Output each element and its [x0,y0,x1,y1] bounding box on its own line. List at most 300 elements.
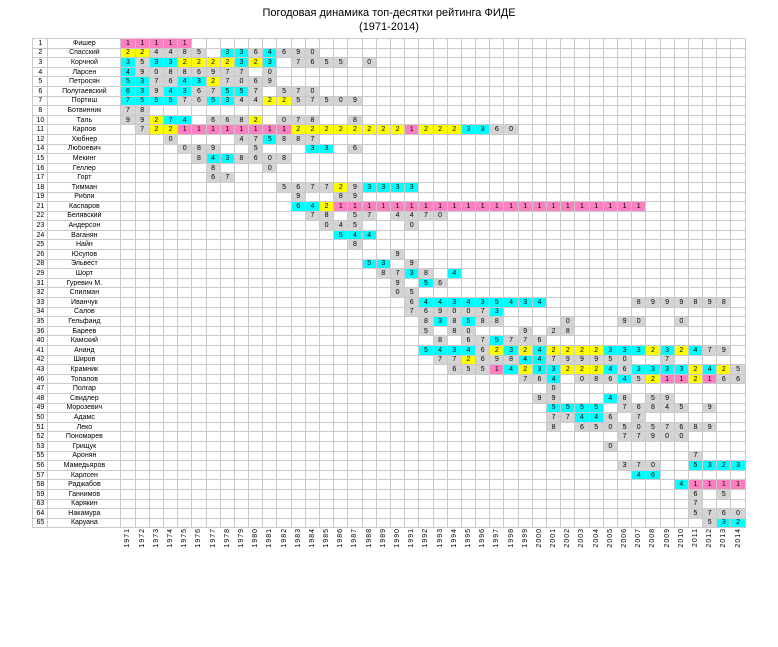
heatmap-cell [575,441,589,451]
heatmap-cell [178,326,192,336]
heatmap-cell: 4 [703,365,717,375]
year-tick-label: 1992 [422,528,430,548]
year-tick-label: 1974 [167,528,175,548]
heatmap-cell [447,374,461,384]
heatmap-cell [277,326,291,336]
heatmap-cell [305,288,319,298]
heatmap-cell [390,393,404,403]
heatmap-cell [249,499,263,509]
heatmap-cell [320,393,334,403]
heatmap-cell [405,67,419,77]
heatmap-cell: 2 [646,374,660,384]
heatmap-cell [334,374,348,384]
heatmap-cell [362,144,376,154]
heatmap-cell: 4 [660,403,674,413]
heatmap-cell [490,403,504,413]
row-rank: 5 [33,77,48,87]
heatmap-cell: 2 [305,125,319,135]
heatmap-cell [192,163,206,173]
heatmap-cell [603,288,617,298]
heatmap-cell [277,365,291,375]
heatmap-cell: 0 [575,374,589,384]
heatmap-cell [433,96,447,106]
heatmap-cell [149,461,163,471]
heatmap-cell [603,173,617,183]
heatmap-cell [277,39,291,49]
heatmap-cell [518,384,532,394]
heatmap-cell: 0 [263,163,277,173]
row-rank: 43 [33,365,48,375]
heatmap-cell [603,499,617,509]
heatmap-cell [206,317,220,327]
heatmap-cell: 4 [419,298,433,308]
heatmap-cell [206,202,220,212]
heatmap-cell [532,269,546,279]
heatmap-cell [504,163,518,173]
heatmap-cell [688,432,702,442]
heatmap-cell [390,39,404,49]
heatmap-cell [234,192,248,202]
heatmap-cell [660,384,674,394]
heatmap-cell [731,163,745,173]
heatmap-cell [532,499,546,509]
heatmap-cell [206,278,220,288]
heatmap-cell [731,307,745,317]
heatmap-cell [320,250,334,260]
heatmap-cell: 8 [419,317,433,327]
heatmap-cell: 2 [149,125,163,135]
heatmap-cell [320,470,334,480]
heatmap-cell [291,317,305,327]
heatmap-cell [688,441,702,451]
heatmap-cell [547,269,561,279]
heatmap-cell [277,317,291,327]
table-row [33,269,745,279]
heatmap-cell: 6 [348,144,362,154]
heatmap-cell [149,393,163,403]
heatmap-cell [504,326,518,336]
heatmap-cell [149,499,163,509]
heatmap-cell [632,269,646,279]
heatmap-cell [660,77,674,87]
heatmap-cell [348,336,362,346]
title-line-2: (1971-2014) [359,21,419,33]
heatmap-cell [532,106,546,116]
heatmap-cell [263,192,277,202]
heatmap-cell [234,240,248,250]
heatmap-cell [206,499,220,509]
heatmap-cell [178,403,192,413]
heatmap-cell [447,211,461,221]
heatmap-cell: 1 [461,202,475,212]
heatmap-cell [220,192,234,202]
heatmap-cell [305,230,319,240]
heatmap-cell [731,192,745,202]
heatmap-cell [348,441,362,451]
heatmap-cell [362,154,376,164]
heatmap-cell: 4 [632,470,646,480]
heatmap-cell [476,144,490,154]
heatmap-cell [135,365,149,375]
heatmap-cell [547,451,561,461]
heatmap-cell [121,144,135,154]
heatmap-cell: 4 [362,230,376,240]
heatmap-cell [362,250,376,260]
heatmap-cell [731,230,745,240]
heatmap-cell: 3 [632,365,646,375]
heatmap-cell: 8 [135,106,149,116]
heatmap-cell [660,240,674,250]
heatmap-cell [688,144,702,154]
heatmap-cell [461,250,475,260]
heatmap-cell: 5 [149,96,163,106]
heatmap-cell [206,182,220,192]
heatmap-cell [589,432,603,442]
heatmap-cell [504,144,518,154]
heatmap-cell [674,125,688,135]
heatmap-cell [476,441,490,451]
heatmap-cell: 7 [660,422,674,432]
heatmap-cell [674,106,688,116]
heatmap-cell: 2 [717,461,731,471]
heatmap-cell [163,355,177,365]
heatmap-cell [731,182,745,192]
heatmap-cell [220,489,234,499]
heatmap-cell: 6 [206,115,220,125]
heatmap-cell [362,518,376,528]
row-rank: 22 [33,211,48,221]
heatmap-cell: 5 [632,374,646,384]
heatmap-cell [249,489,263,499]
heatmap-cell: 1 [249,125,263,135]
heatmap-cell [532,480,546,490]
heatmap-cell [149,422,163,432]
heatmap-cell [405,48,419,58]
heatmap-cell: 7 [163,115,177,125]
heatmap-cell [419,470,433,480]
heatmap-cell [674,336,688,346]
heatmap-cell [561,480,575,490]
heatmap-cell [263,355,277,365]
heatmap-cell [731,336,745,346]
heatmap-cell: 9 [263,77,277,87]
heatmap-cell [277,480,291,490]
heatmap-cell: 0 [433,211,447,221]
heatmap-cell [277,77,291,87]
heatmap-cell: 7 [149,77,163,87]
heatmap-cell [135,240,149,250]
heatmap-cell [320,432,334,442]
heatmap-cell [121,326,135,336]
heatmap-cell [348,67,362,77]
heatmap-cell [703,192,717,202]
heatmap-cell [731,144,745,154]
heatmap-cell [163,451,177,461]
heatmap-cell [390,96,404,106]
row-player-name: Фишер [48,39,121,49]
heatmap-cell [334,346,348,356]
heatmap-cell [646,115,660,125]
heatmap-cell: 1 [603,202,617,212]
heatmap-cell [348,163,362,173]
heatmap-cell [561,192,575,202]
heatmap-cell: 1 [149,39,163,49]
heatmap-cell [249,384,263,394]
heatmap-cell [263,422,277,432]
heatmap-cell [603,269,617,279]
heatmap-cell [547,480,561,490]
heatmap-cell [362,336,376,346]
heatmap-cell [504,384,518,394]
heatmap-cell: 1 [362,202,376,212]
heatmap-cell [632,259,646,269]
heatmap-cell [334,154,348,164]
heatmap-cell [320,115,334,125]
row-player-name: Белявский [48,211,121,221]
heatmap-cell: 7 [660,355,674,365]
heatmap-cell: 9 [135,67,149,77]
heatmap-cell [419,403,433,413]
heatmap-cell: 4 [461,346,475,356]
heatmap-cell [646,489,660,499]
heatmap-cell [163,346,177,356]
heatmap-cell: 4 [405,211,419,221]
table-row [33,288,745,298]
heatmap-cell [703,259,717,269]
heatmap-cell [334,509,348,519]
heatmap-cell [433,403,447,413]
heatmap-cell [461,422,475,432]
heatmap-cell [192,326,206,336]
heatmap-cell [405,355,419,365]
heatmap-cell [660,441,674,451]
row-rank: 56 [33,461,48,471]
heatmap-cell [688,202,702,212]
heatmap-cell [476,134,490,144]
heatmap-cell [206,269,220,279]
heatmap-cell [504,173,518,183]
heatmap-cell [447,250,461,260]
heatmap-cell [348,259,362,269]
heatmap-cell [547,432,561,442]
heatmap-cell [334,326,348,336]
heatmap-cell [461,115,475,125]
year-tick-label: 1978 [223,528,231,548]
heatmap-cell [277,144,291,154]
heatmap-cell: 4 [163,48,177,58]
heatmap-cell [703,250,717,260]
heatmap-cell [135,441,149,451]
heatmap-cell [461,58,475,68]
heatmap-cell [135,182,149,192]
heatmap-cell [504,441,518,451]
heatmap-cell [703,39,717,49]
heatmap-cell [348,422,362,432]
year-tick-label: 1997 [493,528,501,548]
heatmap-cell [660,509,674,519]
heatmap-cell [532,461,546,471]
heatmap-cell [433,58,447,68]
heatmap-cell [291,374,305,384]
heatmap-cell [490,67,504,77]
heatmap-cell [688,288,702,298]
heatmap-cell [405,250,419,260]
heatmap-cell [433,499,447,509]
heatmap-cell [121,269,135,279]
heatmap-cell [461,77,475,87]
heatmap-cell [362,461,376,471]
heatmap-cell [419,355,433,365]
heatmap-cell [376,307,390,317]
heatmap-cell: 3 [518,298,532,308]
heatmap-cell [390,86,404,96]
heatmap-cell [249,432,263,442]
heatmap-cell [206,192,220,202]
heatmap-cell [674,470,688,480]
heatmap-cell [660,288,674,298]
heatmap-cell [334,163,348,173]
heatmap-cell [277,163,291,173]
heatmap-cell: 1 [234,125,248,135]
heatmap-cell [433,470,447,480]
heatmap-cell: 6 [192,96,206,106]
heatmap-cell [135,470,149,480]
heatmap-cell: 7 [234,67,248,77]
heatmap-cell: 1 [490,202,504,212]
heatmap-cell [617,441,631,451]
heatmap-cell: 3 [476,125,490,135]
heatmap-cell [121,518,135,528]
heatmap-cell [703,384,717,394]
heatmap-cell [192,134,206,144]
heatmap-cell [178,173,192,183]
heatmap-cell [149,221,163,231]
heatmap-cell [476,288,490,298]
heatmap-cell: 5 [717,489,731,499]
year-tick-label: 2011 [691,528,699,548]
heatmap-cell [362,499,376,509]
heatmap-cell [617,240,631,250]
heatmap-cell [192,499,206,509]
heatmap-cell [617,259,631,269]
heatmap-cell [163,211,177,221]
heatmap-cell [632,67,646,77]
year-tick-label: 1980 [252,528,260,548]
heatmap-cell [646,39,660,49]
heatmap-cell [220,509,234,519]
heatmap-cell: 6 [192,67,206,77]
heatmap-cell [617,288,631,298]
heatmap-cell [717,451,731,461]
heatmap-cell [603,125,617,135]
heatmap-cell [703,221,717,231]
heatmap-cell: 7 [617,403,631,413]
heatmap-cell [249,106,263,116]
heatmap-cell [518,250,532,260]
heatmap-cell [447,384,461,394]
row-rank: 36 [33,326,48,336]
heatmap-cell [703,269,717,279]
heatmap-cell [348,326,362,336]
heatmap-cell [263,518,277,528]
heatmap-cell [192,230,206,240]
heatmap-cell [291,509,305,519]
heatmap-cell [178,432,192,442]
heatmap-cell [362,192,376,202]
heatmap-cell [532,278,546,288]
heatmap-cell [575,154,589,164]
heatmap-cell [263,230,277,240]
heatmap-cell [547,230,561,240]
heatmap-cell [263,86,277,96]
heatmap-cell: 0 [277,115,291,125]
heatmap-cell [674,192,688,202]
heatmap-cell [674,48,688,58]
heatmap-cell [206,365,220,375]
heatmap-cell [504,250,518,260]
heatmap-cell [149,432,163,442]
heatmap-cell [589,317,603,327]
heatmap-cell [703,134,717,144]
heatmap-cell [731,115,745,125]
heatmap-cell [178,259,192,269]
heatmap-cell [490,509,504,519]
heatmap-cell [305,259,319,269]
heatmap-cell [249,202,263,212]
heatmap-cell [291,144,305,154]
heatmap-cell [277,336,291,346]
heatmap-cell [348,355,362,365]
heatmap-cell: 7 [632,461,646,471]
heatmap-cell [447,134,461,144]
heatmap-cell [348,518,362,528]
heatmap-cell [362,86,376,96]
heatmap-cell: 2 [163,125,177,135]
heatmap-cell [688,470,702,480]
heatmap-cell [646,278,660,288]
year-axis-row [33,528,745,575]
heatmap-cell [405,134,419,144]
heatmap-cell [291,393,305,403]
heatmap-cell [433,480,447,490]
heatmap-cell [703,278,717,288]
heatmap-cell [575,96,589,106]
heatmap-cell [348,346,362,356]
heatmap-cell [405,422,419,432]
heatmap-cell [263,298,277,308]
heatmap-cell [405,163,419,173]
heatmap-cell [476,259,490,269]
heatmap-cell [447,144,461,154]
heatmap-cell [163,518,177,528]
heatmap-cell [405,403,419,413]
table-row [33,96,745,106]
heatmap-cell [419,173,433,183]
heatmap-cell [504,221,518,231]
heatmap-cell [589,288,603,298]
heatmap-cell: 7 [617,432,631,442]
heatmap-cell [390,509,404,519]
heatmap-cell [362,346,376,356]
heatmap-cell [249,288,263,298]
table-row [33,278,745,288]
heatmap-cell [518,269,532,279]
heatmap-cell: 8 [561,326,575,336]
heatmap-cell [192,336,206,346]
heatmap-cell: 3 [178,86,192,96]
heatmap-cell [731,288,745,298]
heatmap-cell: 5 [703,518,717,528]
